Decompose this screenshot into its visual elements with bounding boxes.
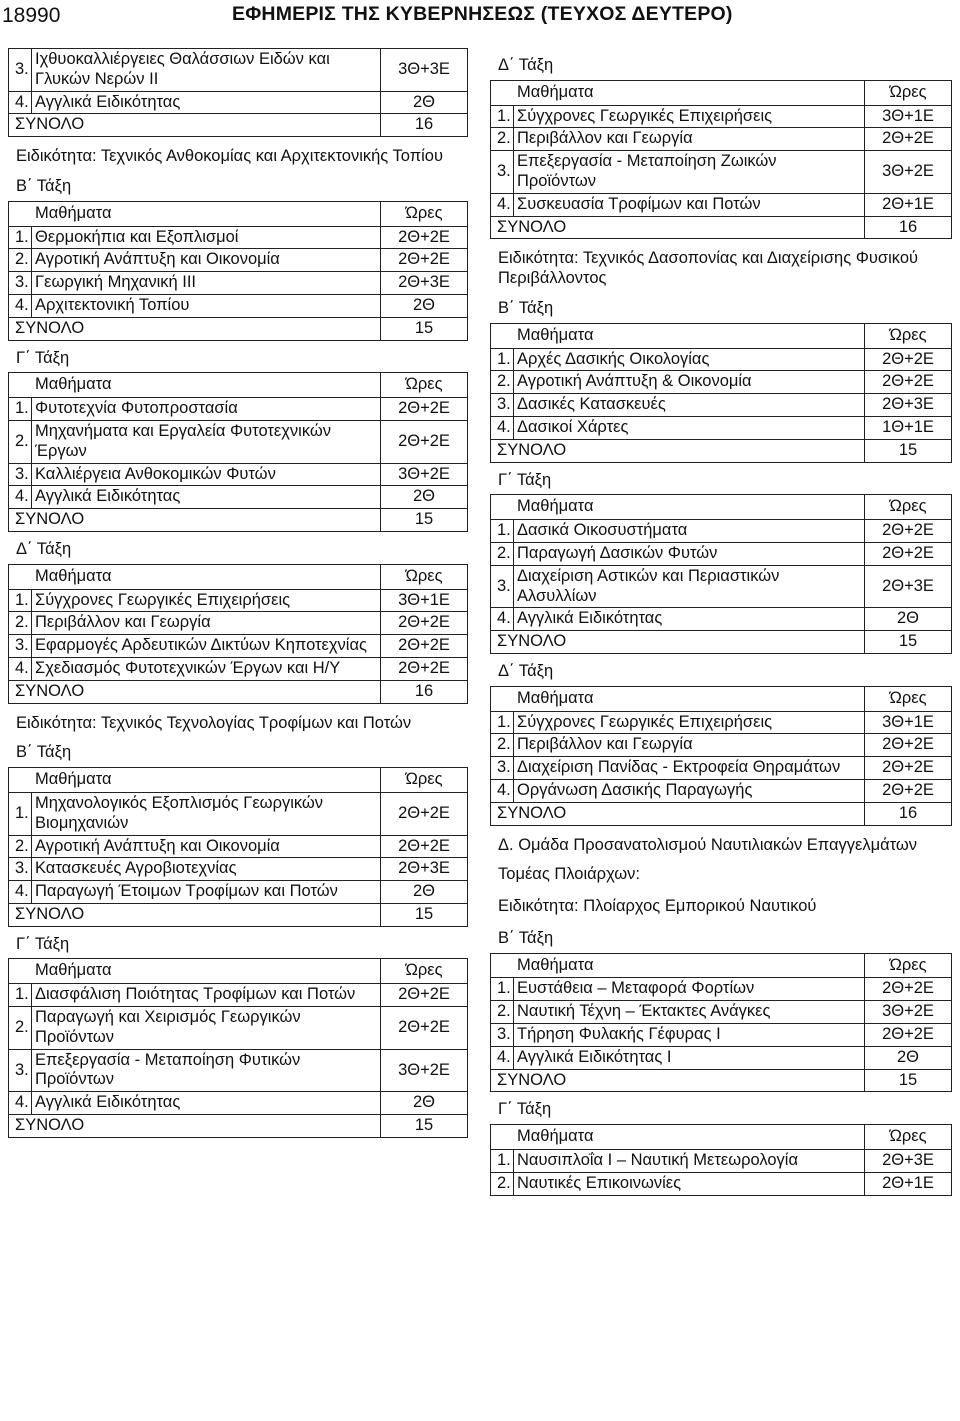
subject-name: Ναυτικές Επικοινωνίες (514, 1172, 865, 1195)
subjects-header: Μαθήματα (9, 768, 381, 793)
subject-name: Οργάνωση Δασικής Παραγωγής (514, 779, 865, 802)
row-number: 3. (491, 1024, 514, 1047)
total-row (491, 216, 952, 239)
grade-heading: Τομέας Πλοιάρχων: (498, 865, 640, 884)
subject-name: Ναυτική Τέχνη – Έκτακτες Ανάγκες (514, 1001, 865, 1024)
table-row (491, 565, 952, 608)
subject-hours: 2Θ+2Ε (865, 779, 952, 802)
row-number: 3. (9, 49, 32, 92)
subject-name: Παραγωγή και Χειρισμός Γεωργικών Προϊόντων (32, 1007, 381, 1050)
subject-name: Κατασκευές Αγροβιοτεχνίας (32, 858, 381, 881)
total-row (9, 1115, 468, 1138)
table-header-row (491, 495, 952, 520)
grade-heading: Β΄ Τάξη (498, 298, 554, 317)
grade-heading: Γ΄ Τάξη (16, 934, 70, 953)
row-number: 2. (9, 835, 32, 858)
row-number: 4. (9, 294, 32, 317)
subject-name: Δασικές Κατασκευές (514, 394, 865, 417)
curriculum-table (8, 767, 468, 927)
table-row (491, 1001, 952, 1024)
curriculum-table (8, 48, 468, 137)
total-label: ΣΥΝΟΛΟ (9, 680, 381, 703)
specialty-title: Δ. Ομάδα Προσανατολισμού Ναυτιλιακών Επαγγελμάτων (498, 835, 918, 854)
subject-name: Σύγχρονες Γεωργικές Επιχειρήσεις (32, 589, 381, 612)
subject-name: Περιβάλλον και Γεωργία (514, 734, 865, 757)
subject-hours: 2Θ+2Ε (381, 612, 468, 635)
grade-heading: Β΄ Τάξη (16, 743, 72, 762)
subjects-header: Μαθήματα (9, 373, 381, 398)
subject-hours: 2Θ+2Ε (865, 1024, 952, 1047)
grade-heading: Γ΄ Τάξη (498, 1100, 552, 1119)
total-row (491, 1069, 952, 1092)
table-header-row (491, 323, 952, 348)
total-row (9, 680, 468, 703)
row-number: 1. (9, 398, 32, 421)
subject-hours: 2Θ+3Ε (865, 1150, 952, 1173)
subject-name: Διαχείριση Πανίδας - Εκτροφεία Θηραμάτων (514, 757, 865, 780)
table-row (491, 128, 952, 151)
curriculum-table (490, 1124, 952, 1195)
subject-hours: 2Θ (381, 91, 468, 114)
subject-name: Φυτοτεχνία Φυτοπροστασία (32, 398, 381, 421)
table-row (9, 249, 468, 272)
row-number: 1. (491, 105, 514, 128)
subject-hours: 2Θ+2Ε (381, 398, 468, 421)
subject-hours: 1Θ+1Ε (865, 416, 952, 439)
table-row (491, 371, 952, 394)
table-header-row (491, 686, 952, 711)
table-row (491, 978, 952, 1001)
row-number: 4. (9, 486, 32, 509)
subjects-header: Μαθήματα (491, 495, 865, 520)
table-row (9, 1049, 468, 1092)
subject-hours: 2Θ (381, 881, 468, 904)
subject-name: Τήρηση Φυλακής Γέφυρας Ι (514, 1024, 865, 1047)
total-hours: 16 (865, 802, 952, 825)
row-number: 4. (491, 193, 514, 216)
row-number: 2. (9, 1007, 32, 1050)
subject-name: Δασικά Οικοσυστήματα (514, 520, 865, 543)
total-label: ΣΥΝΟΛΟ (9, 1115, 381, 1138)
row-number: 3. (491, 757, 514, 780)
row-number: 3. (9, 272, 32, 295)
grade-heading: Δ΄ Τάξη (498, 661, 554, 680)
subject-name: Αγροτική Ανάπτυξη & Οικονομία (514, 371, 865, 394)
row-number: 1. (491, 978, 514, 1001)
hours-header: Ώρες (381, 959, 468, 984)
subject-name: Σχεδιασμός Φυτοτεχνικών Έργων και Η/Υ (32, 657, 381, 680)
subject-name: Σύγχρονες Γεωργικές Επιχειρήσεις (514, 105, 865, 128)
table-row (9, 272, 468, 295)
hours-header: Ώρες (381, 564, 468, 589)
hours-header: Ώρες (865, 686, 952, 711)
subject-hours: 3Θ+2Ε (865, 1001, 952, 1024)
total-label: ΣΥΝΟΛΟ (491, 802, 865, 825)
row-number: 2. (9, 420, 32, 463)
total-hours: 15 (865, 1069, 952, 1092)
table-header-row (9, 373, 468, 398)
row-number: 2. (9, 612, 32, 635)
subject-hours: 2Θ+2Ε (381, 984, 468, 1007)
subject-hours: 2Θ+2Ε (865, 371, 952, 394)
row-number: 1. (9, 226, 32, 249)
table-row (9, 635, 468, 658)
table-row (491, 734, 952, 757)
subject-hours: 3Θ+2Ε (865, 151, 952, 194)
subject-hours: 2Θ+2Ε (381, 420, 468, 463)
subject-name: Παραγωγή Δασικών Φυτών (514, 542, 865, 565)
curriculum-table (490, 323, 952, 463)
row-number: 3. (491, 394, 514, 417)
hours-header: Ώρες (381, 373, 468, 398)
grade-heading: Γ΄ Τάξη (16, 348, 70, 367)
subject-hours: 2Θ+3Ε (865, 565, 952, 608)
subject-hours: 2Θ (381, 294, 468, 317)
subject-name: Περιβάλλον και Γεωργία (514, 128, 865, 151)
total-label: ΣΥΝΟΛΟ (9, 114, 381, 137)
row-number: 4. (491, 416, 514, 439)
table-row (491, 608, 952, 631)
hours-header: Ώρες (865, 80, 952, 105)
grade-heading: Β΄ Τάξη (16, 176, 72, 195)
table-row (491, 151, 952, 194)
total-label: ΣΥΝΟΛΟ (491, 1069, 865, 1092)
table-header-row (491, 1125, 952, 1150)
table-header-row (9, 201, 468, 226)
table-row (491, 416, 952, 439)
row-number: 2. (9, 249, 32, 272)
subject-hours: 3Θ+1Ε (381, 589, 468, 612)
table-row (491, 1150, 952, 1173)
subject-name: Σύγχρονες Γεωργικές Επιχειρήσεις (514, 711, 865, 734)
row-number: 1. (9, 984, 32, 1007)
curriculum-table (490, 953, 952, 1093)
gazette-title: ΕΦΗΜΕΡΙΣ ΤΗΣ ΚΥΒΕΡΝΗΣΕΩΣ (ΤΕΥΧΟΣ ΔΕΥΤΕΡΟ) (232, 3, 733, 25)
subject-hours: 3Θ+2Ε (381, 463, 468, 486)
total-hours: 15 (381, 509, 468, 532)
table-header-row (491, 953, 952, 978)
total-label: ΣΥΝΟΛΟ (491, 631, 865, 654)
table-row (9, 398, 468, 421)
table-header-row (491, 80, 952, 105)
table-row (491, 711, 952, 734)
subject-name: Επεξεργασία - Μεταποίηση Φυτικών Προϊόντων (32, 1049, 381, 1092)
subject-name: Εφαρμογές Αρδευτικών Δικτύων Κηποτεχνίας (32, 635, 381, 658)
total-row (9, 509, 468, 532)
table-row (9, 486, 468, 509)
subject-name: Αγροτική Ανάπτυξη και Οικονομία (32, 835, 381, 858)
total-hours: 15 (381, 317, 468, 340)
subject-name: Αγγλικά Ειδικότητας Ι (514, 1046, 865, 1069)
subject-name: Μηχανήματα και Εργαλεία Φυτοτεχνικών Έργων (32, 420, 381, 463)
subject-name: Ευστάθεια – Μεταφορά Φορτίων (514, 978, 865, 1001)
row-number: 4. (491, 608, 514, 631)
subject-hours: 2Θ+2Ε (865, 348, 952, 371)
subject-name: Μηχανολογικός Εξοπλισμός Γεωργικών Βιομηχανιών (32, 792, 381, 835)
total-row (9, 114, 468, 137)
table-row (491, 105, 952, 128)
subject-hours: 2Θ+3Ε (381, 272, 468, 295)
table-row (9, 91, 468, 114)
subject-name: Αγγλικά Ειδικότητας (32, 1092, 381, 1115)
table-header-row (9, 564, 468, 589)
subject-name: Γεωργική Μηχανική ΙΙΙ (32, 272, 381, 295)
subject-name: Διασφάλιση Ποιότητας Τροφίμων και Ποτών (32, 984, 381, 1007)
subjects-header: Μαθήματα (9, 959, 381, 984)
table-row (491, 193, 952, 216)
row-number: 1. (9, 792, 32, 835)
subject-hours: 2Θ+2Ε (865, 757, 952, 780)
specialty-title: Ειδικότητα: Τεχνικός Δασοπονίας και Διαχείρισης Φυσικού Περιβάλλοντος (498, 249, 919, 288)
total-row (9, 903, 468, 926)
grade-heading: Δ΄ Τάξη (498, 56, 554, 74)
row-number: 4. (491, 1046, 514, 1069)
subject-name: Ναυσιπλοΐα Ι – Ναυτική Μετεωρολογία (514, 1150, 865, 1173)
table-row (9, 463, 468, 486)
subject-hours: 2Θ+2Ε (865, 128, 952, 151)
total-hours: 15 (381, 903, 468, 926)
subject-name: Αγγλικά Ειδικότητας (32, 91, 381, 114)
subject-name: Αγροτική Ανάπτυξη και Οικονομία (32, 249, 381, 272)
subject-hours: 2Θ+1Ε (865, 193, 952, 216)
curriculum-table (8, 372, 468, 532)
subject-hours: 3Θ+3Ε (381, 49, 468, 92)
subject-hours: 2Θ+2Ε (865, 734, 952, 757)
table-row (9, 420, 468, 463)
curriculum-table (8, 564, 468, 704)
row-number: 4. (9, 1092, 32, 1115)
subject-name: Αρχιτεκτονική Τοπίου (32, 294, 381, 317)
total-hours: 15 (381, 1115, 468, 1138)
specialty-title: Ειδικότητα: Τεχνικός Ανθοκομίας και Αρχιτεκτονικής Τοπίου (16, 147, 444, 166)
table-header-row (9, 768, 468, 793)
grade-heading: Γ΄ Τάξη (498, 470, 552, 489)
subject-name: Επεξεργασία - Μεταποίηση Ζωικών Προϊόντων (514, 151, 865, 194)
row-number: 2. (491, 734, 514, 757)
row-number: 3. (9, 463, 32, 486)
grade-heading: Ειδικότητα: Πλοίαρχος Εμπορικού Ναυτικού (498, 897, 817, 916)
row-number: 3. (9, 1049, 32, 1092)
subject-hours: 2Θ+2Ε (381, 792, 468, 835)
total-hours: 16 (381, 680, 468, 703)
subject-name: Αγγλικά Ειδικότητας (514, 608, 865, 631)
total-label: ΣΥΝΟΛΟ (9, 509, 381, 532)
hours-header: Ώρες (865, 323, 952, 348)
curriculum-table (490, 686, 952, 826)
table-row (9, 858, 468, 881)
table-row (9, 881, 468, 904)
table-row (9, 589, 468, 612)
row-number: 2. (491, 1172, 514, 1195)
total-label: ΣΥΝΟΛΟ (9, 903, 381, 926)
left-column (8, 48, 468, 1138)
table-row (491, 520, 952, 543)
curriculum-table (490, 494, 952, 654)
subject-hours: 2Θ+2Ε (381, 249, 468, 272)
table-row (9, 612, 468, 635)
hours-header: Ώρες (865, 1125, 952, 1150)
table-row (9, 792, 468, 835)
subject-name: Ιχθυοκαλλιέργειες Θαλάσσιων Ειδών και Γλυκών Νερών ΙΙ (32, 49, 381, 92)
grade-heading: Δ΄ Τάξη (16, 539, 72, 558)
subject-name: Διαχείριση Αστικών και Περιαστικών Αλσυλλίων (514, 565, 865, 608)
subject-hours: 2Θ (381, 486, 468, 509)
table-row (491, 779, 952, 802)
table-row (491, 348, 952, 371)
subject-name: Αγγλικά Ειδικότητας (32, 486, 381, 509)
subject-hours: 2Θ+3Ε (865, 394, 952, 417)
total-row (9, 317, 468, 340)
subject-hours: 2Θ+2Ε (381, 835, 468, 858)
total-row (491, 631, 952, 654)
page-number: 18990 (2, 4, 61, 27)
total-hours: 15 (865, 439, 952, 462)
hours-header: Ώρες (381, 201, 468, 226)
page-header (0, 0, 960, 30)
subject-hours: 3Θ+1Ε (865, 105, 952, 128)
row-number: 4. (491, 779, 514, 802)
subject-name: Δασικοί Χάρτες (514, 416, 865, 439)
subject-name: Περιβάλλον και Γεωργία (32, 612, 381, 635)
subject-hours: 2Θ+2Ε (381, 635, 468, 658)
row-number: 3. (491, 565, 514, 608)
subject-name: Αρχές Δασικής Οικολογίας (514, 348, 865, 371)
specialty-title: Ειδικότητα: Τεχνικός Τεχνολογίας Τροφίμων και Ποτών (16, 713, 412, 732)
subjects-header: Μαθήματα (9, 564, 381, 589)
subjects-header: Μαθήματα (491, 80, 865, 105)
subject-name: Παραγωγή Έτοιμων Τροφίμων και Ποτών (32, 881, 381, 904)
table-row (9, 49, 468, 92)
subject-hours: 2Θ (381, 1092, 468, 1115)
subject-hours: 2Θ+2Ε (865, 542, 952, 565)
table-row (491, 1046, 952, 1069)
total-label: ΣΥΝΟΛΟ (491, 439, 865, 462)
subjects-header: Μαθήματα (491, 1125, 865, 1150)
subject-hours: 2Θ+2Ε (381, 226, 468, 249)
total-hours: 15 (865, 631, 952, 654)
curriculum-table (490, 80, 952, 240)
total-row (491, 802, 952, 825)
total-hours: 16 (381, 114, 468, 137)
curriculum-table (8, 958, 468, 1137)
table-row (491, 1024, 952, 1047)
row-number: 2. (491, 371, 514, 394)
table-row (9, 984, 468, 1007)
total-label: ΣΥΝΟΛΟ (9, 317, 381, 340)
hours-header: Ώρες (865, 953, 952, 978)
table-header-row (9, 959, 468, 984)
subject-hours: 2Θ+2Ε (381, 1007, 468, 1050)
table-row (9, 1092, 468, 1115)
row-number: 1. (491, 348, 514, 371)
subject-name: Καλλιέργεια Ανθοκομικών Φυτών (32, 463, 381, 486)
row-number: 2. (491, 128, 514, 151)
row-number: 3. (491, 151, 514, 194)
table-row (9, 226, 468, 249)
table-row (9, 294, 468, 317)
table-row (491, 1172, 952, 1195)
total-label: ΣΥΝΟΛΟ (491, 216, 865, 239)
subject-hours: 2Θ+1Ε (865, 1172, 952, 1195)
row-number: 1. (491, 711, 514, 734)
subject-hours: 2Θ+2Ε (381, 657, 468, 680)
subjects-header: Μαθήματα (491, 686, 865, 711)
subject-hours: 2Θ (865, 1046, 952, 1069)
table-row (9, 835, 468, 858)
row-number: 1. (491, 1150, 514, 1173)
table-row (9, 1007, 468, 1050)
hours-header: Ώρες (865, 495, 952, 520)
grade-heading: Β΄ Τάξη (498, 928, 554, 947)
subject-hours: 2Θ+3Ε (381, 858, 468, 881)
row-number: 3. (9, 635, 32, 658)
row-number: 3. (9, 858, 32, 881)
table-row (491, 394, 952, 417)
table-row (491, 757, 952, 780)
total-hours: 16 (865, 216, 952, 239)
row-number: 2. (491, 542, 514, 565)
table-row (9, 657, 468, 680)
row-number: 4. (9, 91, 32, 114)
row-number: 1. (491, 520, 514, 543)
row-number: 2. (491, 1001, 514, 1024)
curriculum-table (8, 201, 468, 341)
table-row (491, 542, 952, 565)
subject-name: Θερμοκήπια και Εξοπλισμοί (32, 226, 381, 249)
subject-hours: 2Θ+2Ε (865, 978, 952, 1001)
subject-hours: 2Θ (865, 608, 952, 631)
subject-hours: 2Θ+2Ε (865, 520, 952, 543)
subjects-header: Μαθήματα (491, 953, 865, 978)
right-column (490, 48, 952, 1196)
subject-hours: 3Θ+2Ε (381, 1049, 468, 1092)
row-number: 1. (9, 589, 32, 612)
row-number: 4. (9, 657, 32, 680)
row-number: 4. (9, 881, 32, 904)
hours-header: Ώρες (381, 768, 468, 793)
subjects-header: Μαθήματα (9, 201, 381, 226)
subject-name: Συσκευασία Τροφίμων και Ποτών (514, 193, 865, 216)
total-row (491, 439, 952, 462)
subjects-header: Μαθήματα (491, 323, 865, 348)
subject-hours: 3Θ+1Ε (865, 711, 952, 734)
